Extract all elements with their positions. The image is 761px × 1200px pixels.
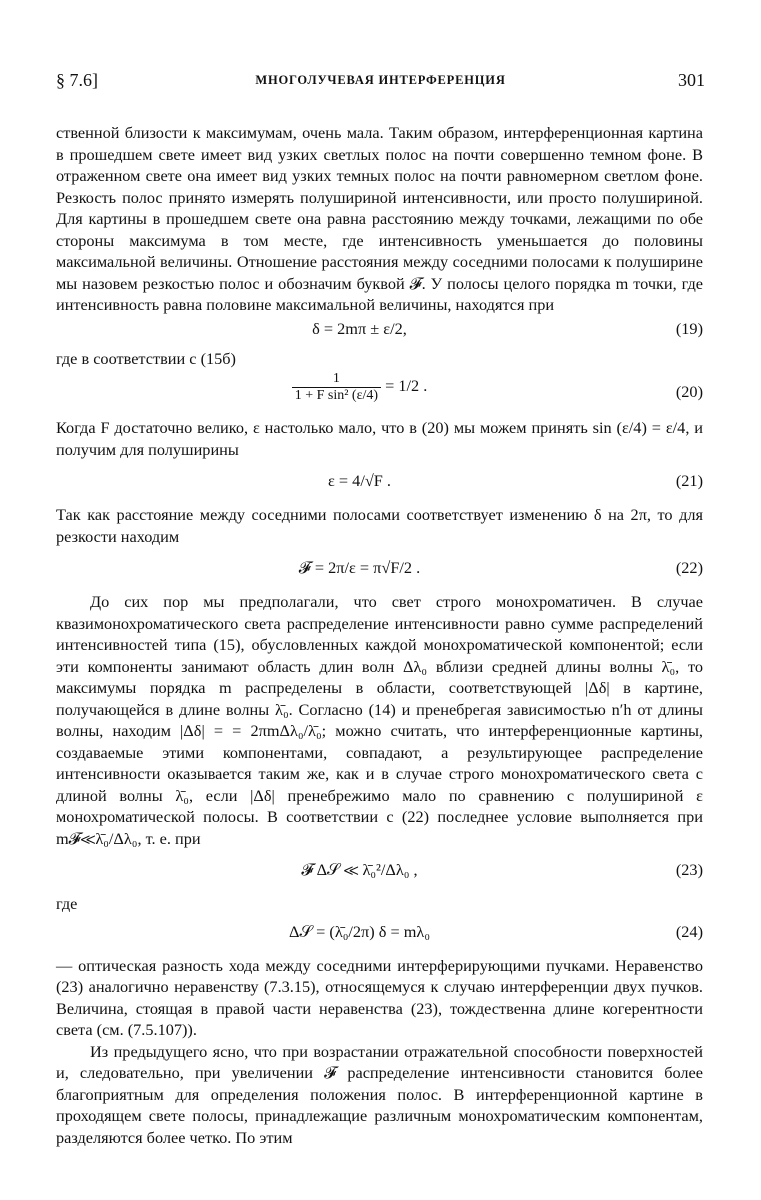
equation-20-denominator: 1 + F sin² (ε/4) [294,388,379,403]
paragraph-8: Из предыдущего ясно, что при возрастании отражательной способности поверхностей и, следовательно, при увеличении 𝓕 распределение интенсивности становится более благоприятным для определения положения полос. В интерференционной картине в проходящем свете полосы, принадлежащие различным монохроматическим компонентам, разделяются более четко. По этим [56,1041,703,1147]
paragraph-3: Когда F достаточно велико, ε настолько мало, что в (20) мы можем принять sin (ε/4) = ε/4, и получим для полуширины [56,418,703,459]
running-header [56,70,705,94]
section-reference: § 7.6] [56,70,98,90]
paragraph-6: где [56,894,78,913]
equation-20-fraction [292,371,381,404]
equation-22-number: (22) [675,558,703,577]
equation-19-number: (19) [675,318,703,338]
paragraph-1: ственной близости к максимумам, очень мала. Таким образом, интерференционная картина в прошедшем свете имеет вид узких светлых полос на почти совершенно темном фоне. В отраженном свете она имеет вид узких темных полос на почти равномерном светлом фоне. Резкость полос принято измерять полушириной интенсивности, или просто полушириной. Для картины в прошедшем свете она равна расстоянию между точками, лежащими по обе стороны максимума в том месте, где интенсивность уменьшается до половины максимальной величины. Отношение расстояния между соседними полосами к полуширине мы назовем резкостью полос и обозначим буквой 𝓕. У полосы целого порядка m точки, где интенсивность равна половине максимальной величины, находятся при [56,123,703,314]
equation-20-number: (20) [675,382,703,401]
equation-22 [56,549,703,589]
running-title: МНОГОЛУЧЕВАЯ ИНТЕРФЕРЕНЦИЯ [255,73,506,87]
equation-20-numerator: 1 [292,371,381,388]
equation-23 [56,851,703,891]
paragraph-2: где в соответствии с (15б) [56,348,236,368]
equation-19 [56,318,703,346]
paragraph-5: До сих пор мы предполагали, что свет строго монохроматичен. В случае квазимонохроматического света распределение интенсивности равно сумме распределений интенсивностей типа (15), обусловленных каждой монохроматической компонентой; если эти компоненты занимают область длин волн Δλ₀ вблизи средней длины волны λ̄₀, то максимумы порядка m распределены в области, соответствующей |Δδ| в картине, получающейся в длине волны λ̄₀. Согласно (14) и пренебрегая зависимостью n′h от длины волны, находим |Δδ| = = 2πmΔλ₀/λ̄₀; можно считать, что интерференционные картины, создаваемые этими компонентами, совпадают, а результирующее распределение интенсивности оказывается таким же, как и в случае строго монохроматического света с длиной волны λ̄₀, если |Δδ| пренебрежимо мало по сравнению с полушириной ε монохроматической полосы. В соответствии с (22) последнее условие выполняется при m𝓕≪λ̄₀/Δλ₀, т. е. при [56,592,703,848]
equation-20-formula [56,371,663,404]
equation-24-formula: Δ𝒮 = (λ̄₀/2π) δ = mλ₀ [289,921,430,941]
equation-24 [56,917,703,953]
equation-19-formula: δ = 2mπ ± ε/2, [312,318,407,338]
page-number: 301 [678,70,705,90]
equation-21-number: (21) [675,471,703,490]
equation-24-number: (24) [675,921,703,941]
equation-22-formula: 𝓕 = 2π/ε = π√F/2 . [298,558,421,577]
equation-23-number: (23) [675,860,703,879]
body-text [56,122,703,1148]
equation-23-formula: 𝓕 Δ𝒮 ≪ λ̄₀²/Δλ₀ , [301,860,418,879]
equation-20-rhs: = 1/2 . [385,376,428,396]
equation-21 [56,462,703,502]
equation-21-formula: ε = 4/√F . [328,471,391,490]
paragraph-4: Так как расстояние между соседними полосами соответствует изменению δ на 2π, то для резкости находим [56,505,703,546]
equation-20 [56,371,703,415]
paragraph-7: — оптическая разность хода между соседними интерферирующими пучками. Неравенство (23) аналогично неравенству (7.3.15), относящемуся к случаю интерференции двух пучков. Величина, стоящая в правой части неравенства (23), тождественна длине когерентности света (см. (7.5.107)). [56,955,703,1039]
